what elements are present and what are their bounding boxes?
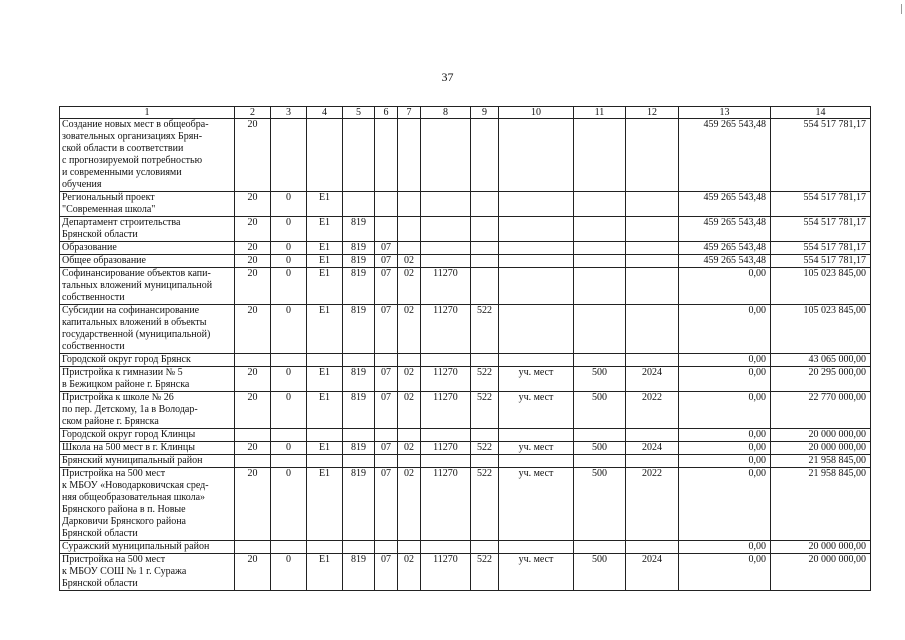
code-cell: 02	[398, 554, 421, 591]
code-cell	[626, 354, 679, 367]
code-cell	[574, 242, 626, 255]
code-cell: уч. мест	[499, 468, 574, 541]
code-cell	[421, 455, 471, 468]
code-cell	[471, 354, 499, 367]
code-cell	[626, 541, 679, 554]
code-cell: уч. мест	[499, 392, 574, 429]
code-cell	[626, 455, 679, 468]
amount-cell: 0,00	[679, 468, 771, 541]
code-cell: 522	[471, 442, 499, 455]
table-row	[60, 429, 871, 442]
row-label: Региональный проект "Современная школа"	[60, 192, 235, 217]
code-cell: 522	[471, 554, 499, 591]
code-cell: E1	[307, 554, 343, 591]
amount-cell: 0,00	[679, 554, 771, 591]
code-cell: 20	[235, 255, 271, 268]
code-cell	[574, 354, 626, 367]
amount-cell: 459 265 543,48	[679, 217, 771, 242]
code-cell	[499, 354, 574, 367]
code-cell: 500	[574, 392, 626, 429]
amount-cell: 459 265 543,48	[679, 119, 771, 192]
code-cell: 819	[343, 242, 375, 255]
code-cell: E1	[307, 268, 343, 305]
code-cell	[271, 354, 307, 367]
code-cell: 500	[574, 554, 626, 591]
code-cell: E1	[307, 367, 343, 392]
code-cell	[499, 217, 574, 242]
budget-table	[59, 106, 871, 591]
code-cell: 07	[375, 554, 398, 591]
code-cell	[574, 119, 626, 192]
code-cell: E1	[307, 468, 343, 541]
amount-cell: 459 265 543,48	[679, 242, 771, 255]
amount-cell: 105 023 845,00	[771, 268, 871, 305]
code-cell: 819	[343, 367, 375, 392]
code-cell	[375, 192, 398, 217]
row-label: Субсидии на софинансирование капитальных вложений в объекты государственной (муниципальной) собственности	[60, 305, 235, 354]
code-cell	[343, 541, 375, 554]
code-cell: 2022	[626, 468, 679, 541]
code-cell	[375, 354, 398, 367]
table-row	[60, 455, 871, 468]
code-cell	[375, 541, 398, 554]
code-cell	[307, 119, 343, 192]
code-cell	[626, 119, 679, 192]
code-cell	[421, 255, 471, 268]
code-cell: 07	[375, 268, 398, 305]
code-cell: 0	[271, 268, 307, 305]
amount-cell: 0,00	[679, 429, 771, 442]
amount-cell: 0,00	[679, 392, 771, 429]
code-cell: 20	[235, 442, 271, 455]
code-cell: 0	[271, 392, 307, 429]
code-cell	[398, 541, 421, 554]
code-cell	[343, 119, 375, 192]
code-cell: 0	[271, 192, 307, 217]
amount-cell: 554 517 781,17	[771, 119, 871, 192]
code-cell: 07	[375, 367, 398, 392]
code-cell	[471, 119, 499, 192]
row-label: Городской округ город Клинцы	[60, 429, 235, 442]
amount-cell: 0,00	[679, 541, 771, 554]
amount-cell: 459 265 543,48	[679, 255, 771, 268]
column-number: 13	[679, 107, 771, 119]
code-cell	[375, 119, 398, 192]
table-row	[60, 554, 871, 591]
code-cell	[471, 268, 499, 305]
code-cell: 819	[343, 255, 375, 268]
code-cell: 20	[235, 217, 271, 242]
amount-cell: 459 265 543,48	[679, 192, 771, 217]
code-cell: 2024	[626, 442, 679, 455]
code-cell	[471, 455, 499, 468]
code-cell	[271, 119, 307, 192]
code-cell: уч. мест	[499, 442, 574, 455]
code-cell: E1	[307, 192, 343, 217]
code-cell: 02	[398, 255, 421, 268]
row-label: Пристройка на 500 мест к МБОУ «Новодарковичская сред- няя общеобразовательная школа» Брянского района в п. Новые Дарковичи Брянского района Брянской области	[60, 468, 235, 541]
code-cell: 0	[271, 305, 307, 354]
row-label: Софинансирование объектов капи- тальных вложений муниципальной собственности	[60, 268, 235, 305]
code-cell: 2024	[626, 554, 679, 591]
code-cell	[471, 217, 499, 242]
code-cell	[421, 429, 471, 442]
code-cell: уч. мест	[499, 367, 574, 392]
code-cell: 02	[398, 268, 421, 305]
code-cell: 02	[398, 367, 421, 392]
code-cell: 819	[343, 554, 375, 591]
code-cell	[499, 255, 574, 268]
code-cell: 11270	[421, 468, 471, 541]
column-number: 4	[307, 107, 343, 119]
code-cell	[398, 429, 421, 442]
code-cell: E1	[307, 242, 343, 255]
code-cell: 07	[375, 392, 398, 429]
code-cell: 02	[398, 468, 421, 541]
code-cell	[421, 192, 471, 217]
code-cell	[375, 217, 398, 242]
amount-cell: 21 958 845,00	[771, 455, 871, 468]
code-cell	[375, 429, 398, 442]
code-cell: 02	[398, 305, 421, 354]
code-cell: 11270	[421, 392, 471, 429]
code-cell: 500	[574, 468, 626, 541]
code-cell: 07	[375, 468, 398, 541]
code-cell	[343, 192, 375, 217]
code-cell: 20	[235, 268, 271, 305]
code-cell	[574, 217, 626, 242]
code-cell: 07	[375, 442, 398, 455]
code-cell	[343, 354, 375, 367]
row-label: Создание новых мест в общеобра- зовательных организациях Брян- ской области в соответствии с прогнозируемой потребностью и современными условиями обучения	[60, 119, 235, 192]
code-cell	[499, 119, 574, 192]
code-cell: 819	[343, 468, 375, 541]
code-cell	[499, 268, 574, 305]
table-row	[60, 468, 871, 541]
code-cell	[271, 455, 307, 468]
column-number: 1	[60, 107, 235, 119]
code-cell	[398, 455, 421, 468]
code-cell: 02	[398, 392, 421, 429]
code-cell: 0	[271, 367, 307, 392]
code-cell	[626, 242, 679, 255]
code-cell: 20	[235, 305, 271, 354]
amount-cell: 554 517 781,17	[771, 242, 871, 255]
amount-cell: 0,00	[679, 305, 771, 354]
code-cell	[343, 429, 375, 442]
code-cell	[235, 429, 271, 442]
amount-cell: 0,00	[679, 354, 771, 367]
code-cell: 819	[343, 392, 375, 429]
row-label: Пристройка к школе № 26 по пер. Детскому, 1а в Володар- ском районе г. Брянска	[60, 392, 235, 429]
code-cell: 522	[471, 367, 499, 392]
code-cell: 11270	[421, 367, 471, 392]
code-cell: 819	[343, 217, 375, 242]
column-number: 10	[499, 107, 574, 119]
code-cell	[421, 242, 471, 255]
column-number: 14	[771, 107, 871, 119]
code-cell	[307, 541, 343, 554]
table-row	[60, 192, 871, 217]
code-cell	[626, 192, 679, 217]
code-cell	[471, 242, 499, 255]
column-number: 7	[398, 107, 421, 119]
code-cell	[499, 455, 574, 468]
code-cell: 07	[375, 255, 398, 268]
column-number: 11	[574, 107, 626, 119]
code-cell: 11270	[421, 554, 471, 591]
code-cell	[398, 192, 421, 217]
table-row	[60, 442, 871, 455]
code-cell	[626, 305, 679, 354]
amount-cell: 20 000 000,00	[771, 541, 871, 554]
code-cell	[574, 268, 626, 305]
amount-cell: 554 517 781,17	[771, 192, 871, 217]
code-cell: 819	[343, 268, 375, 305]
row-label: Образование	[60, 242, 235, 255]
code-cell	[421, 119, 471, 192]
table-row	[60, 119, 871, 192]
row-label: Городской округ город Брянск	[60, 354, 235, 367]
code-cell: E1	[307, 217, 343, 242]
amount-cell: 0,00	[679, 455, 771, 468]
amount-cell: 554 517 781,17	[771, 255, 871, 268]
amount-cell: 22 770 000,00	[771, 392, 871, 429]
code-cell: 11270	[421, 268, 471, 305]
amount-cell: 20 000 000,00	[771, 429, 871, 442]
code-cell: 522	[471, 392, 499, 429]
code-cell	[499, 429, 574, 442]
code-cell	[499, 305, 574, 354]
code-cell	[574, 305, 626, 354]
code-cell: 20	[235, 392, 271, 429]
code-cell: 07	[375, 305, 398, 354]
code-cell	[499, 192, 574, 217]
code-cell: 0	[271, 255, 307, 268]
amount-cell: 20 295 000,00	[771, 367, 871, 392]
row-label: Общее образование	[60, 255, 235, 268]
code-cell	[271, 541, 307, 554]
code-cell	[626, 429, 679, 442]
amount-cell: 20 000 000,00	[771, 442, 871, 455]
code-cell	[499, 541, 574, 554]
table-row	[60, 305, 871, 354]
code-cell: 20	[235, 367, 271, 392]
code-cell	[398, 354, 421, 367]
table-row	[60, 367, 871, 392]
page-number: 37	[441, 70, 454, 84]
code-cell: 0	[271, 242, 307, 255]
row-label: Пристройка к гимназии № 5 в Бежицком районе г. Брянска	[60, 367, 235, 392]
amount-cell: 0,00	[679, 367, 771, 392]
table-row	[60, 541, 871, 554]
column-number: 3	[271, 107, 307, 119]
row-label: Пристройка на 500 мест к МБОУ СОШ № 1 г. Суража Брянской области	[60, 554, 235, 591]
row-label: Школа на 500 мест в г. Клинцы	[60, 442, 235, 455]
code-cell	[574, 192, 626, 217]
code-cell	[574, 455, 626, 468]
code-cell: 20	[235, 468, 271, 541]
amount-cell: 43 065 000,00	[771, 354, 871, 367]
code-cell	[398, 242, 421, 255]
amount-cell: 0,00	[679, 442, 771, 455]
column-number: 5	[343, 107, 375, 119]
header-row	[60, 107, 871, 119]
code-cell: E1	[307, 392, 343, 429]
code-cell	[421, 354, 471, 367]
column-number: 8	[421, 107, 471, 119]
code-cell: 2024	[626, 367, 679, 392]
code-cell	[375, 455, 398, 468]
code-cell: 500	[574, 367, 626, 392]
scan-edge-mark	[901, 4, 902, 14]
table-row	[60, 255, 871, 268]
code-cell	[421, 217, 471, 242]
row-label: Суражский муниципальный район	[60, 541, 235, 554]
table-row	[60, 217, 871, 242]
code-cell	[471, 541, 499, 554]
code-cell: 522	[471, 468, 499, 541]
code-cell: 11270	[421, 442, 471, 455]
code-cell: E1	[307, 442, 343, 455]
code-cell: 0	[271, 554, 307, 591]
code-cell: уч. мест	[499, 554, 574, 591]
amount-cell: 105 023 845,00	[771, 305, 871, 354]
table-row	[60, 392, 871, 429]
code-cell	[235, 541, 271, 554]
column-number: 6	[375, 107, 398, 119]
code-cell: 0	[271, 468, 307, 541]
code-cell: 500	[574, 442, 626, 455]
amount-cell: 554 517 781,17	[771, 217, 871, 242]
code-cell: 20	[235, 192, 271, 217]
code-cell: 2022	[626, 392, 679, 429]
table-row	[60, 268, 871, 305]
code-cell	[471, 192, 499, 217]
row-label: Департамент строительства Брянской области	[60, 217, 235, 242]
code-cell	[421, 541, 471, 554]
code-cell: 0	[271, 442, 307, 455]
code-cell: 819	[343, 442, 375, 455]
code-cell	[398, 217, 421, 242]
amount-cell: 20 000 000,00	[771, 554, 871, 591]
code-cell	[626, 255, 679, 268]
code-cell	[574, 541, 626, 554]
column-number: 2	[235, 107, 271, 119]
code-cell	[471, 429, 499, 442]
code-cell: 20	[235, 554, 271, 591]
code-cell: E1	[307, 255, 343, 268]
code-cell	[626, 268, 679, 305]
code-cell	[499, 242, 574, 255]
code-cell: 819	[343, 305, 375, 354]
code-cell	[398, 119, 421, 192]
code-cell	[626, 217, 679, 242]
column-number: 12	[626, 107, 679, 119]
table-body	[60, 107, 871, 591]
code-cell	[235, 455, 271, 468]
table-row	[60, 242, 871, 255]
code-cell: 20	[235, 119, 271, 192]
code-cell	[574, 429, 626, 442]
code-cell	[271, 429, 307, 442]
code-cell: 11270	[421, 305, 471, 354]
code-cell: 522	[471, 305, 499, 354]
code-cell	[307, 455, 343, 468]
code-cell	[235, 354, 271, 367]
code-cell	[471, 255, 499, 268]
code-cell: 0	[271, 217, 307, 242]
code-cell: E1	[307, 305, 343, 354]
code-cell: 02	[398, 442, 421, 455]
code-cell	[307, 354, 343, 367]
amount-cell: 0,00	[679, 268, 771, 305]
code-cell	[307, 429, 343, 442]
amount-cell: 21 958 845,00	[771, 468, 871, 541]
row-label: Брянский муниципальный район	[60, 455, 235, 468]
column-number: 9	[471, 107, 499, 119]
table-row	[60, 354, 871, 367]
code-cell: 20	[235, 242, 271, 255]
code-cell: 07	[375, 242, 398, 255]
code-cell	[574, 255, 626, 268]
code-cell	[343, 455, 375, 468]
